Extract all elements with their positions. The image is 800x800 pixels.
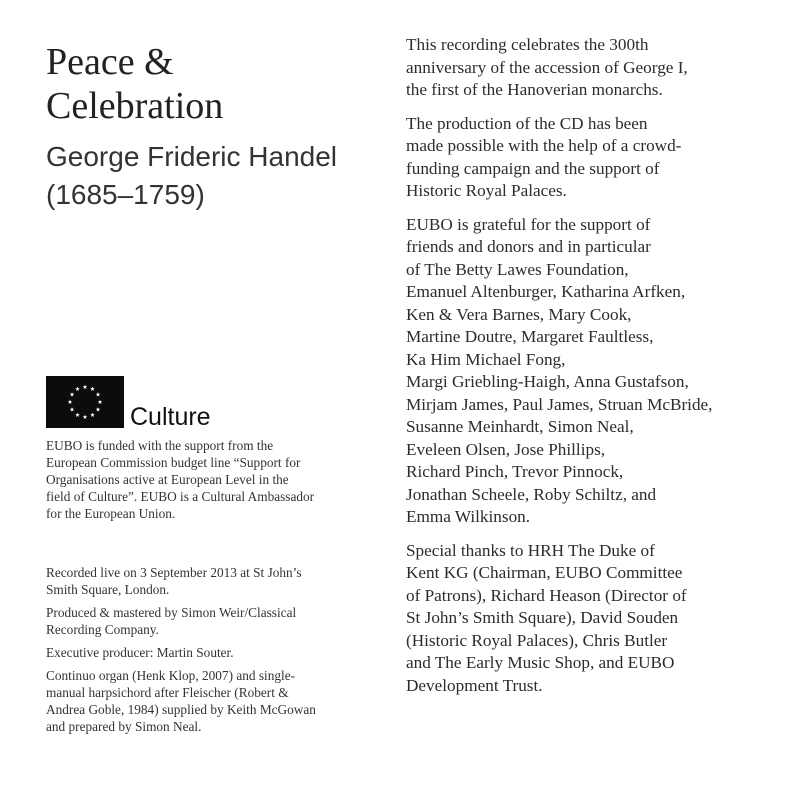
funding-line: EUBO is funded with the support from the — [46, 438, 274, 453]
notes-line: Kent KG (Chairman, EUBO Committee — [406, 563, 683, 582]
eu-flag-star — [70, 392, 75, 396]
notes-line: Mirjam James, Paul James, Struan McBride, — [406, 394, 713, 414]
funding-line: European Commission budget line “Support for — [46, 455, 301, 470]
funding-line: field of Culture”. EUBO is a Cultural Ambassador — [46, 489, 315, 504]
recording-credits — [46, 564, 376, 741]
funding-paragraph — [46, 437, 376, 522]
notes-line: (Historic Royal Palaces), Chris Butler — [406, 630, 668, 650]
notes-line: Historic Royal Palaces. — [406, 181, 567, 200]
credit-instruments — [46, 667, 376, 735]
album-title-line: Peace & — [46, 41, 174, 83]
notes-line: Development Trust. — [406, 675, 543, 695]
credit-line: Smith Square, London. — [46, 582, 170, 597]
notes-line: Ken & Vera Barnes, Mary Cook, — [406, 304, 632, 324]
eu-flag-star — [68, 400, 73, 404]
credit-executive-producer — [46, 644, 376, 661]
album-title — [46, 40, 366, 128]
notes-line: Richard Pinch, Trevor Pinnock, — [406, 462, 624, 481]
eu-flag-star — [75, 413, 80, 417]
funding-line: for the European Union. — [46, 506, 176, 521]
eu-flag-icon — [46, 376, 124, 428]
funding-statement — [46, 437, 376, 528]
album-title-line: Celebration — [46, 85, 224, 127]
eu-flag-star — [90, 413, 95, 417]
notes-line: This recording celebrates the 300th — [406, 35, 649, 54]
notes-line: Margi Griebling-Haigh, Anna Gustafson, — [406, 372, 689, 391]
credit-line: Andrea Goble, 1984) supplied by Keith McGowan — [46, 702, 316, 717]
notes-line: Eveleen Olsen, Jose Phillips, — [406, 439, 606, 459]
credit-line: Continuo organ (Henk Klop, 2007) and single- — [46, 668, 296, 683]
notes-line: St John’s Smith Square), David Souden — [406, 608, 679, 627]
credit-line: Produced & mastered by Simon Weir/Classical — [46, 605, 297, 620]
composer-name: George Frideric Handel — [46, 141, 338, 172]
notes-line: Ka Him Michael Fong, — [406, 349, 566, 369]
eu-flag-star — [98, 400, 103, 404]
credit-line: Recorded live on 3 September 2013 at St John’s — [46, 565, 302, 580]
liner-notes — [406, 34, 786, 708]
eu-flag-star — [96, 392, 101, 396]
eu-culture-logo — [46, 376, 211, 431]
notes-paragraph-production — [406, 113, 786, 203]
funding-line: Organisations active at European Level in the — [46, 472, 289, 487]
notes-line: Martine Doutre, Margaret Faultless, — [406, 327, 654, 346]
credit-line: Recording Company. — [46, 622, 159, 637]
eu-flag-star — [75, 387, 80, 391]
credit-recorded — [46, 564, 376, 598]
notes-paragraph-thanks — [406, 540, 786, 698]
composer-dates: (1685–1759) — [46, 179, 205, 210]
notes-line: made possible with the help of a crowd- — [406, 136, 682, 155]
notes-line: Special thanks to HRH The Duke of — [406, 540, 655, 560]
notes-line: the first of the Hanoverian monarchs. — [406, 80, 663, 99]
notes-line: of Patrons), Richard Heason (Director of — [406, 585, 687, 605]
notes-line: anniversary of the accession of George I, — [406, 57, 688, 77]
notes-paragraph-donors — [406, 214, 786, 529]
notes-line: Emma Wilkinson. — [406, 507, 531, 526]
eu-flag-star — [70, 407, 75, 411]
notes-line: Susanne Meinhardt, Simon Neal, — [406, 417, 634, 436]
notes-line: of The Betty Lawes Foundation, — [406, 259, 629, 279]
eu-flag-star — [90, 387, 95, 391]
credit-produced — [46, 604, 376, 638]
credit-line: Executive producer: Martin Souter. — [46, 645, 234, 660]
notes-line: EUBO is grateful for the support of — [406, 214, 651, 234]
composer-block — [46, 138, 376, 214]
notes-line: funding campaign and the support of — [406, 158, 660, 178]
notes-line: Emanuel Altenburger, Katharina Arfken, — [406, 282, 686, 301]
notes-line: and The Early Music Shop, and EUBO — [406, 653, 675, 672]
notes-line: The production of the CD has been — [406, 113, 648, 133]
eu-flag-star — [96, 407, 101, 411]
notes-line: friends and donors and in particular — [406, 237, 651, 256]
credit-line: and prepared by Simon Neal. — [46, 719, 202, 734]
eu-flag-star — [83, 415, 88, 419]
notes-paragraph-anniversary — [406, 34, 786, 102]
eu-flag-star — [83, 385, 88, 389]
credit-line: manual harpsichord after Fleischer (Robert & — [46, 685, 289, 700]
culture-logo-text: Culture — [130, 403, 211, 431]
notes-line: Jonathan Scheele, Roby Schiltz, and — [406, 484, 657, 504]
